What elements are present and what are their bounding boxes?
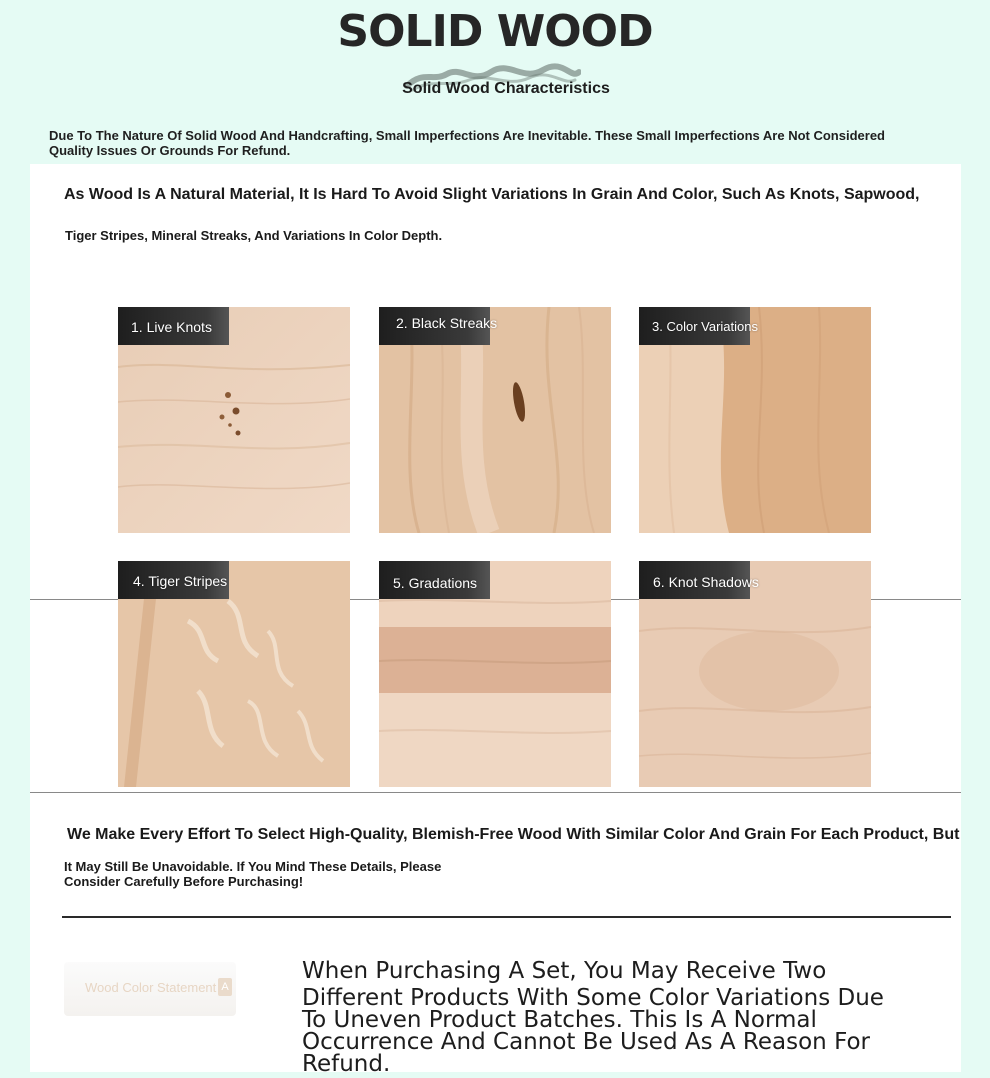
sample-gradations <box>379 561 611 787</box>
wood-color-statement-label: Wood Color Statement <box>85 980 217 995</box>
sample-knot-shadows <box>639 561 871 787</box>
sample-black-streaks <box>379 307 611 533</box>
sample-tiger-stripes <box>118 561 350 787</box>
imperfection-notice: Due To The Nature Of Solid Wood And Handcrafting, Small Imperfections Are Inevitable. These Small Imperfections Are Not Considered Quality Issues Or Grounds For Refund. <box>49 128 885 158</box>
set-note-line-1: When Purchasing A Set, You May Receive Two <box>302 958 827 984</box>
sample-label: 2. Black Streaks <box>396 315 498 331</box>
effort-line-2: It May Still Be Unavoidable. If You Mind These Details, Please Consider Carefully Before Purchasing! <box>64 859 442 889</box>
sample-label: 1. Live Knots <box>131 319 212 335</box>
sample-color-variations <box>639 307 871 533</box>
sample-live-knots <box>118 307 350 533</box>
intro-line-2: Tiger Stripes, Mineral Streaks, And Variations In Color Depth. <box>65 228 443 243</box>
page-title: SOLID WOOD <box>337 6 653 57</box>
divider-line <box>30 792 961 793</box>
section-subtitle: Solid Wood Characteristics <box>402 80 610 97</box>
statement-tag-icon: A <box>218 978 232 996</box>
sample-label: 4. Tiger Stripes <box>133 573 228 589</box>
sample-label: 5. Gradations <box>393 575 478 591</box>
set-note-line-2: Different Products With Some Color Variations Due To Uneven Product Batches. This Is A Normal Occurrence And Cannot Be Used As A Reason For Refund. <box>302 985 884 1077</box>
intro-line-1: As Wood Is A Natural Material, It Is Hard To Avoid Slight Variations In Grain And Color, Such As Knots, Sapwood, <box>64 186 920 203</box>
set-purchase-note <box>302 960 902 1075</box>
effort-line-1: We Make Every Effort To Select High-Quality, Blemish-Free Wood With Similar Color And Grain For Each Product, But <box>67 826 960 843</box>
section-divider <box>62 916 951 918</box>
sample-label: 3. Color Variations <box>652 319 758 334</box>
sample-label: 6. Knot Shadows <box>653 574 759 590</box>
